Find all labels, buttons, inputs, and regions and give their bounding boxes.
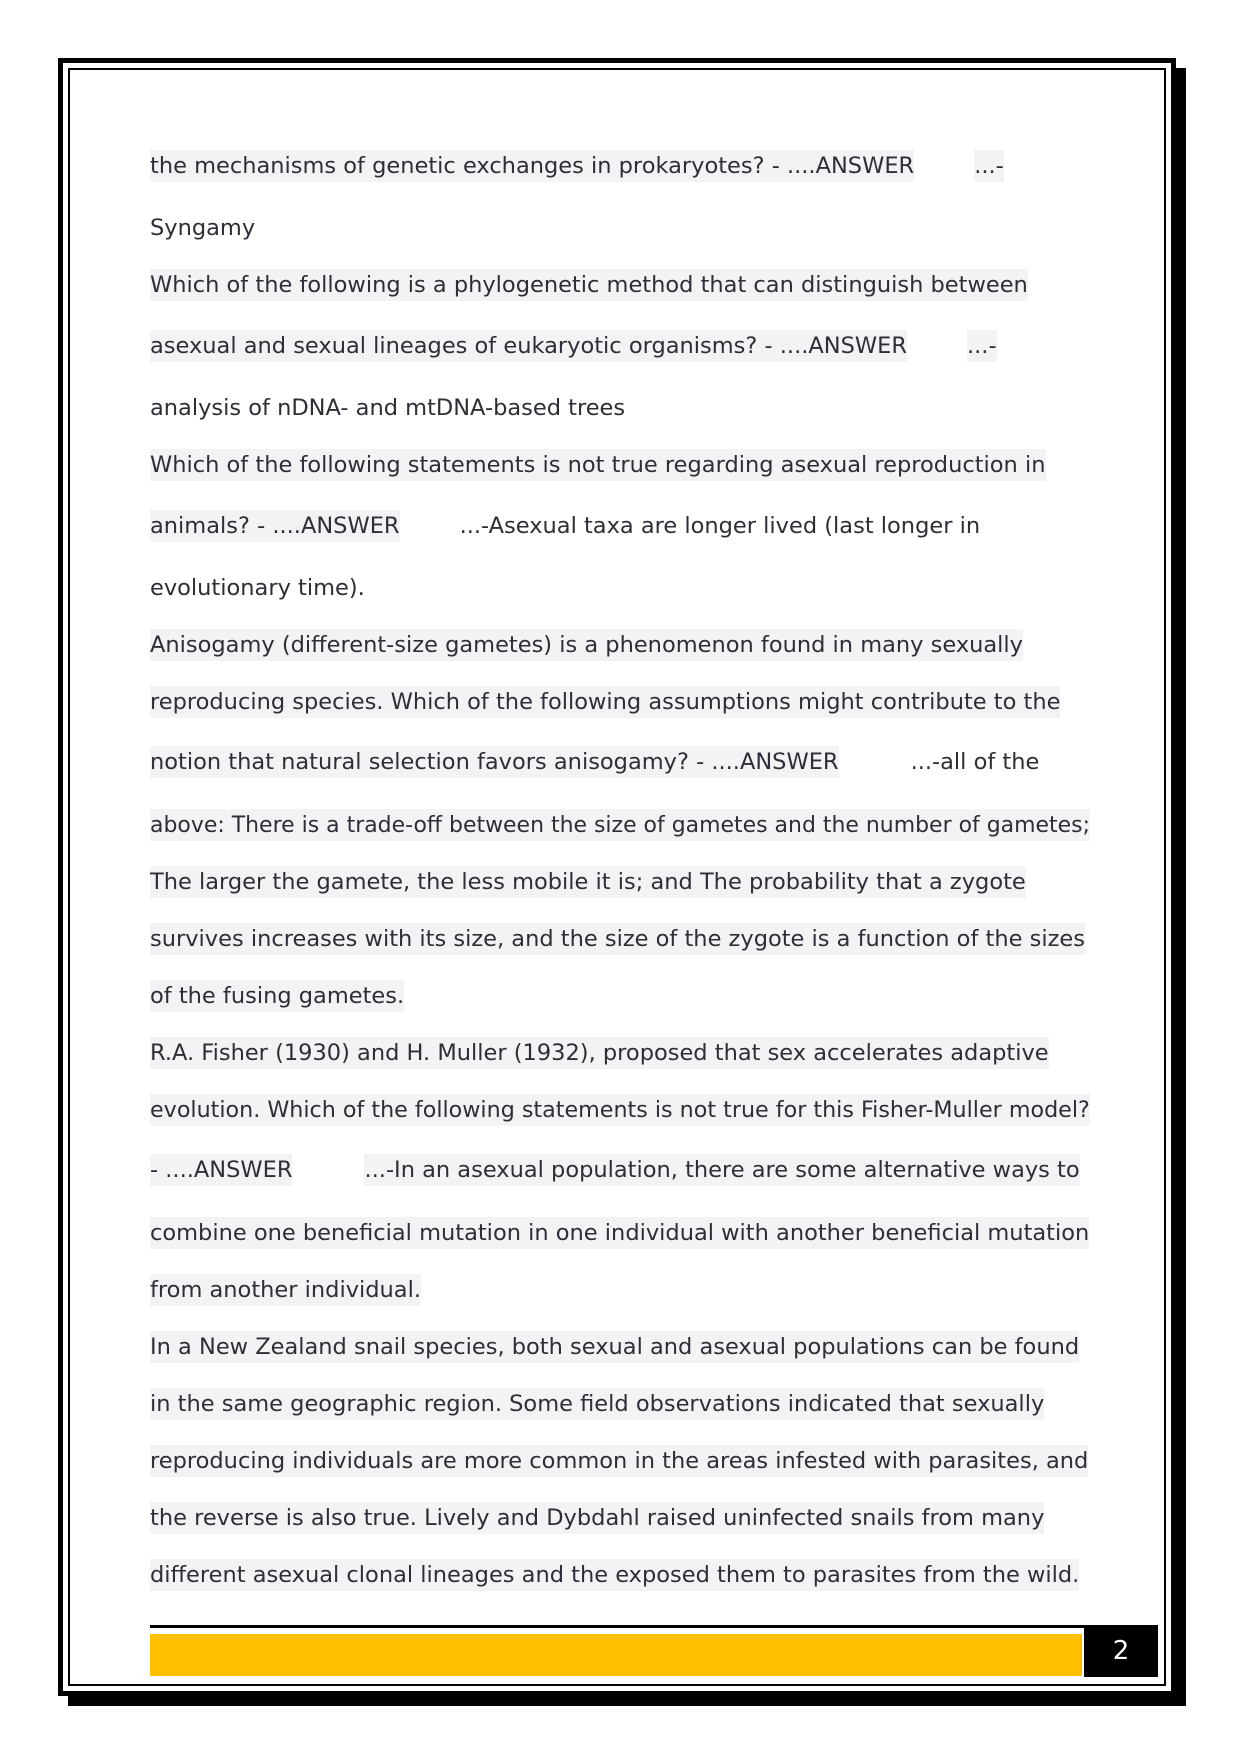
answer-text: analysis of nDNA- and mtDNA-based trees xyxy=(150,395,626,421)
question-text: Anisogamy (different-size gametes) is a phenomenon found in many sexually xyxy=(150,629,1023,661)
text-line xyxy=(150,449,1046,481)
text-line xyxy=(150,1388,1044,1420)
answer-text: The larger the gamete, the less mobile it is; and The probability that a zygote xyxy=(150,866,1026,898)
question-text: evolution. Which of the following statements is not true for this Fisher-Muller model? xyxy=(150,1094,1090,1126)
question-text: Which of the following statements is not true regarding asexual reproduction in xyxy=(150,449,1046,481)
answer-text: evolutionary time). xyxy=(150,575,365,601)
footer-bar xyxy=(150,1634,1082,1676)
answer-text: survives increases with its size, and the size of the zygote is a function of the sizes xyxy=(150,923,1085,955)
text-line xyxy=(150,150,1004,182)
text-line xyxy=(150,572,365,604)
text-line xyxy=(150,1094,1090,1126)
page-number: 2 xyxy=(1084,1625,1158,1677)
text-line xyxy=(150,212,255,244)
answer-text: ...-all of the xyxy=(910,749,1040,775)
text-line xyxy=(150,866,1026,898)
answer-text: ...-Asexual taxa are longer lived (last longer in xyxy=(459,513,981,539)
text-line xyxy=(150,510,980,542)
question-text: the mechanisms of genetic exchanges in prokaryotes? - ....ANSWER xyxy=(150,150,914,182)
text-line xyxy=(150,1217,1089,1249)
answer-text: from another individual. xyxy=(150,1274,421,1306)
answer-text: ...- xyxy=(967,330,997,362)
text-line xyxy=(150,746,1039,778)
question-text: - ....ANSWER xyxy=(150,1154,292,1186)
question-text: in the same geographic region. Some field observations indicated that sexually xyxy=(150,1388,1044,1420)
question-text: In a New Zealand snail species, both sexual and asexual populations can be found xyxy=(150,1331,1079,1363)
question-text: the reverse is also true. Lively and Dybdahl raised uninfected snails from many xyxy=(150,1502,1044,1534)
text-line xyxy=(150,392,625,424)
answer-text: above: There is a trade-off between the size of gametes and the number of gametes; xyxy=(150,809,1090,841)
text-line xyxy=(150,809,1090,841)
answer-text: of the fusing gametes. xyxy=(150,980,404,1012)
text-line xyxy=(150,629,1023,661)
text-line xyxy=(150,980,404,1012)
question-text: notion that natural selection favors anisogamy? - ....ANSWER xyxy=(150,746,839,778)
text-line xyxy=(150,1331,1079,1363)
question-text: different asexual clonal lineages and the exposed them to parasites from the wild. xyxy=(150,1559,1079,1591)
text-line xyxy=(150,923,1085,955)
text-line xyxy=(150,686,1060,718)
text-line xyxy=(150,330,997,362)
answer-text: ...-In an asexual population, there are some alternative ways to xyxy=(364,1154,1079,1186)
text-line xyxy=(150,1502,1044,1534)
question-text: R.A. Fisher (1930) and H. Muller (1932), proposed that sex accelerates adaptive xyxy=(150,1037,1049,1069)
question-text: Which of the following is a phylogenetic method that can distinguish between xyxy=(150,269,1028,301)
text-line xyxy=(150,1445,1088,1477)
question-text: reproducing species. Which of the following assumptions might contribute to the xyxy=(150,686,1060,718)
answer-text: combine one beneficial mutation in one individual with another beneficial mutation xyxy=(150,1217,1089,1249)
question-text: asexual and sexual lineages of eukaryotic organisms? - ....ANSWER xyxy=(150,330,907,362)
footer-rule xyxy=(150,1625,1084,1628)
text-line xyxy=(150,1154,1080,1186)
answer-text: ...- xyxy=(974,150,1004,182)
answer-text: Syngamy xyxy=(150,215,256,241)
question-text: animals? - ....ANSWER xyxy=(150,510,400,542)
text-line xyxy=(150,1274,421,1306)
text-line xyxy=(150,1559,1079,1591)
question-text: reproducing individuals are more common in the areas infested with parasites, and xyxy=(150,1445,1088,1477)
text-line xyxy=(150,1037,1049,1069)
text-line xyxy=(150,269,1028,301)
